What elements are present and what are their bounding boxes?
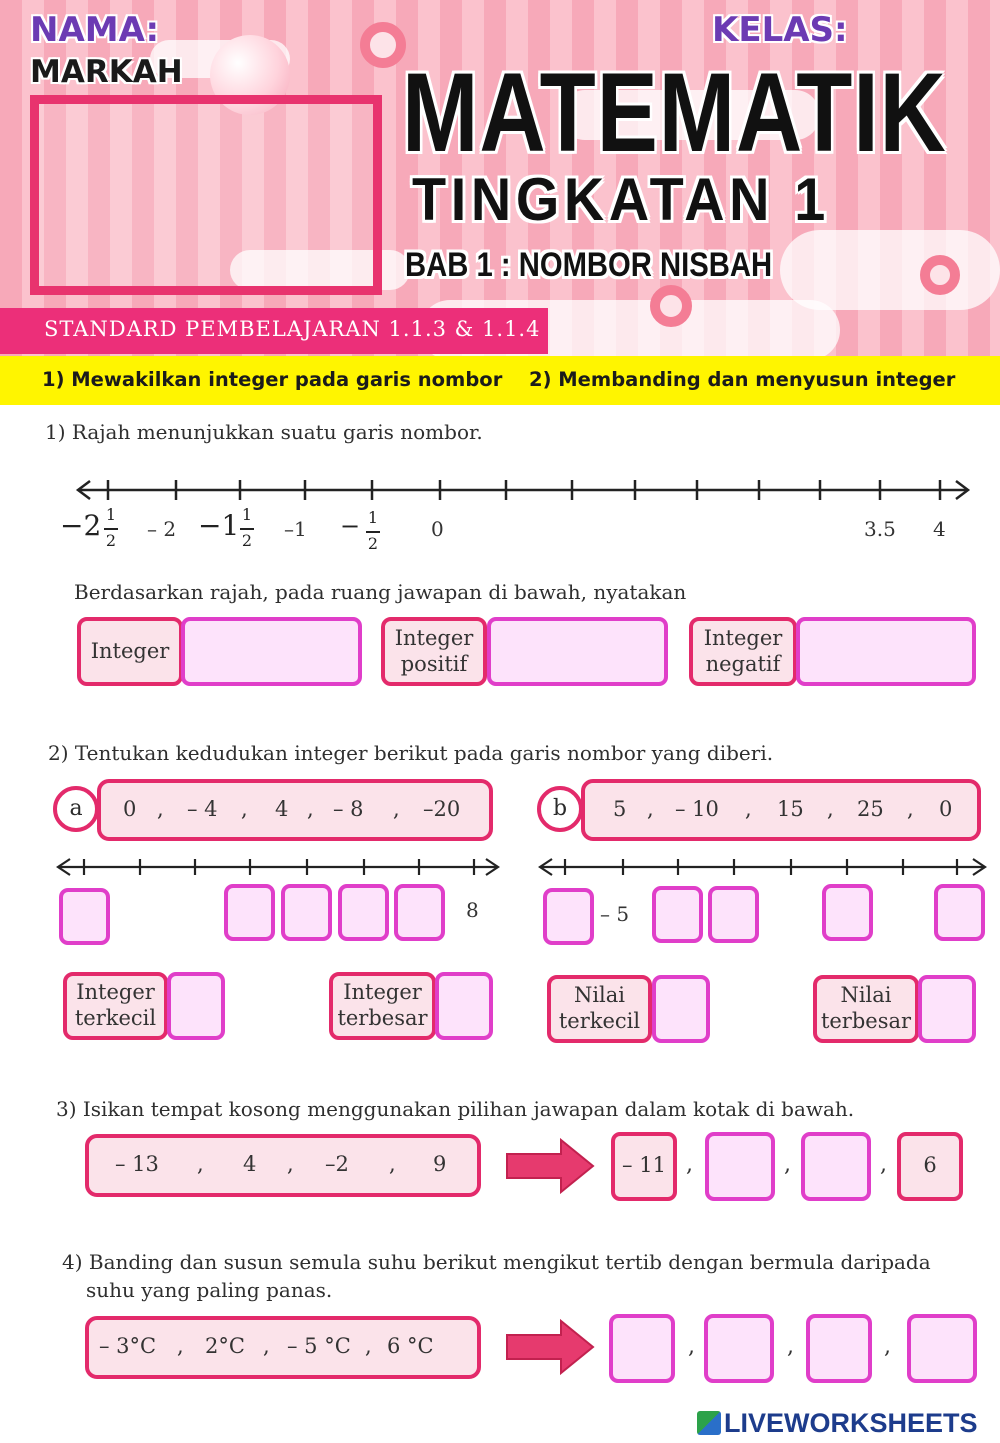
q2b-answer-box[interactable] [708,886,759,943]
question-3-text: 3) Isikan tempat kosong menggunakan pilihan jawapan dalam kotak di bawah. [56,1097,855,1121]
part-a-values: 0 , – 4 , 4 , – 8 , –20 [97,779,493,841]
q4-answer-box[interactable] [806,1314,872,1383]
label-neg-two: – 2 [147,517,177,541]
q4-temperatures: – 3°C , 2°C , – 5 °C , 6 °C [85,1316,481,1379]
label-smallest-integer: Integer terkecil [63,972,168,1040]
question-4-text-line1: 4) Banding dan susun semula suhu berikut mengikut tertib dengan bermula daripada [62,1250,931,1274]
q2a-number-line [0,853,520,883]
objective-1: 1) Mewakilkan integer pada garis nombor [42,368,503,391]
q2b-number-line [520,853,995,883]
label-negative-integer: Integer negatif [689,617,797,686]
liveworksheets-brand: LIVEWORKSHEETS [724,1408,978,1438]
q2a-answer-box[interactable] [281,884,332,941]
learning-standard-bar: STANDARD PEMBELAJARAN 1.1.3 & 1.1.4 [0,308,548,354]
q2a-axis-label: 8 [466,898,479,922]
label-four: 4 [933,517,946,541]
q2a-answer-box[interactable] [224,884,275,941]
name-label: NAMA: [30,10,160,50]
page-subtitle: TINGKATAN 1 [412,166,830,233]
q3-separator: , [686,1152,693,1177]
answer-negative-integer-input[interactable] [796,617,976,686]
q2b-axis-label: – 5 [600,902,630,926]
label-smallest-value: Nilai terkecil [547,975,652,1043]
q2a-smallest-input[interactable] [167,972,225,1040]
baby-bib-icon [650,285,692,327]
q3-first-value: – 11 [611,1132,677,1201]
q3-arrow-icon [505,1138,597,1194]
question-2-text: 2) Tentukan kedudukan integer berikut pada garis nombor yang diberi. [48,741,774,765]
q3-choices: – 13 , 4 , –2 , 9 [85,1134,481,1197]
q3-last-value: 6 [897,1132,963,1201]
marks-label: MARKAH [30,54,183,90]
label-integer: Integer [77,617,183,686]
q4-answer-box[interactable] [609,1314,675,1383]
q2b-answer-box[interactable] [543,888,594,945]
objective-2: 2) Membanding dan menyusun integer [529,368,956,391]
q1-instruction: Berdasarkan rajah, pada ruang jawapan di bawah, nyatakan [74,580,687,604]
part-b-values: 5 , – 10 , 15 , 25 , 0 [581,779,981,841]
baby-bib-icon [920,255,960,295]
q3-answer-box[interactable] [801,1132,871,1201]
q4-separator: , [787,1334,794,1359]
q2b-smallest-input[interactable] [652,975,710,1043]
label-zero: 0 [431,517,444,541]
answer-positive-integer-input[interactable] [487,617,668,686]
label-neg-one-and-half: −1 1 2 [198,505,253,550]
q4-separator: , [688,1334,695,1359]
question-4-text-line2: suhu yang paling panas. [86,1278,333,1302]
liveworksheets-logo-icon [697,1411,721,1435]
label-largest-value: Nilai terbesar [813,975,919,1043]
baby-bib-icon [360,22,406,68]
label-neg-one: –1 [284,517,307,541]
label-neg-half: − 1 2 [340,508,379,553]
q4-answer-box[interactable] [907,1314,977,1383]
q1-number-line [0,470,1000,510]
marks-box [30,95,382,295]
q3-separator: , [880,1152,887,1177]
q3-answer-box[interactable] [705,1132,775,1201]
q3-separator: , [784,1152,791,1177]
q2a-answer-box[interactable] [59,888,110,945]
part-b-label: b [537,786,583,832]
q2b-answer-box[interactable] [934,884,985,941]
q2a-answer-box[interactable] [394,884,445,941]
header-banner [0,0,1000,405]
q4-arrow-icon [505,1318,597,1376]
class-label: KELAS: [712,10,848,50]
q4-separator: , [884,1334,891,1359]
q2a-answer-box[interactable] [338,884,389,941]
part-a-label: a [53,786,99,832]
q2b-largest-input[interactable] [918,975,976,1043]
label-largest-integer: Integer terbesar [329,972,436,1040]
chapter-title: BAB 1 : NOMBOR NISBAH [405,246,773,284]
label-positive-integer: Integer positif [381,617,487,686]
objectives-bar [0,356,1000,405]
label-neg-two-and-half: −2 1 2 [60,505,117,550]
question-1-text: 1) Rajah menunjukkan suatu garis nombor. [45,420,483,444]
q2a-largest-input[interactable] [435,972,493,1040]
label-three-point-five: 3.5 [864,517,896,541]
page-title: MATEMATIK [402,50,947,175]
answer-integer-input[interactable] [181,617,362,686]
q2b-answer-box[interactable] [652,886,703,943]
q2b-answer-box[interactable] [822,884,873,941]
cloud-decoration [780,230,1000,310]
q4-answer-box[interactable] [704,1314,774,1383]
